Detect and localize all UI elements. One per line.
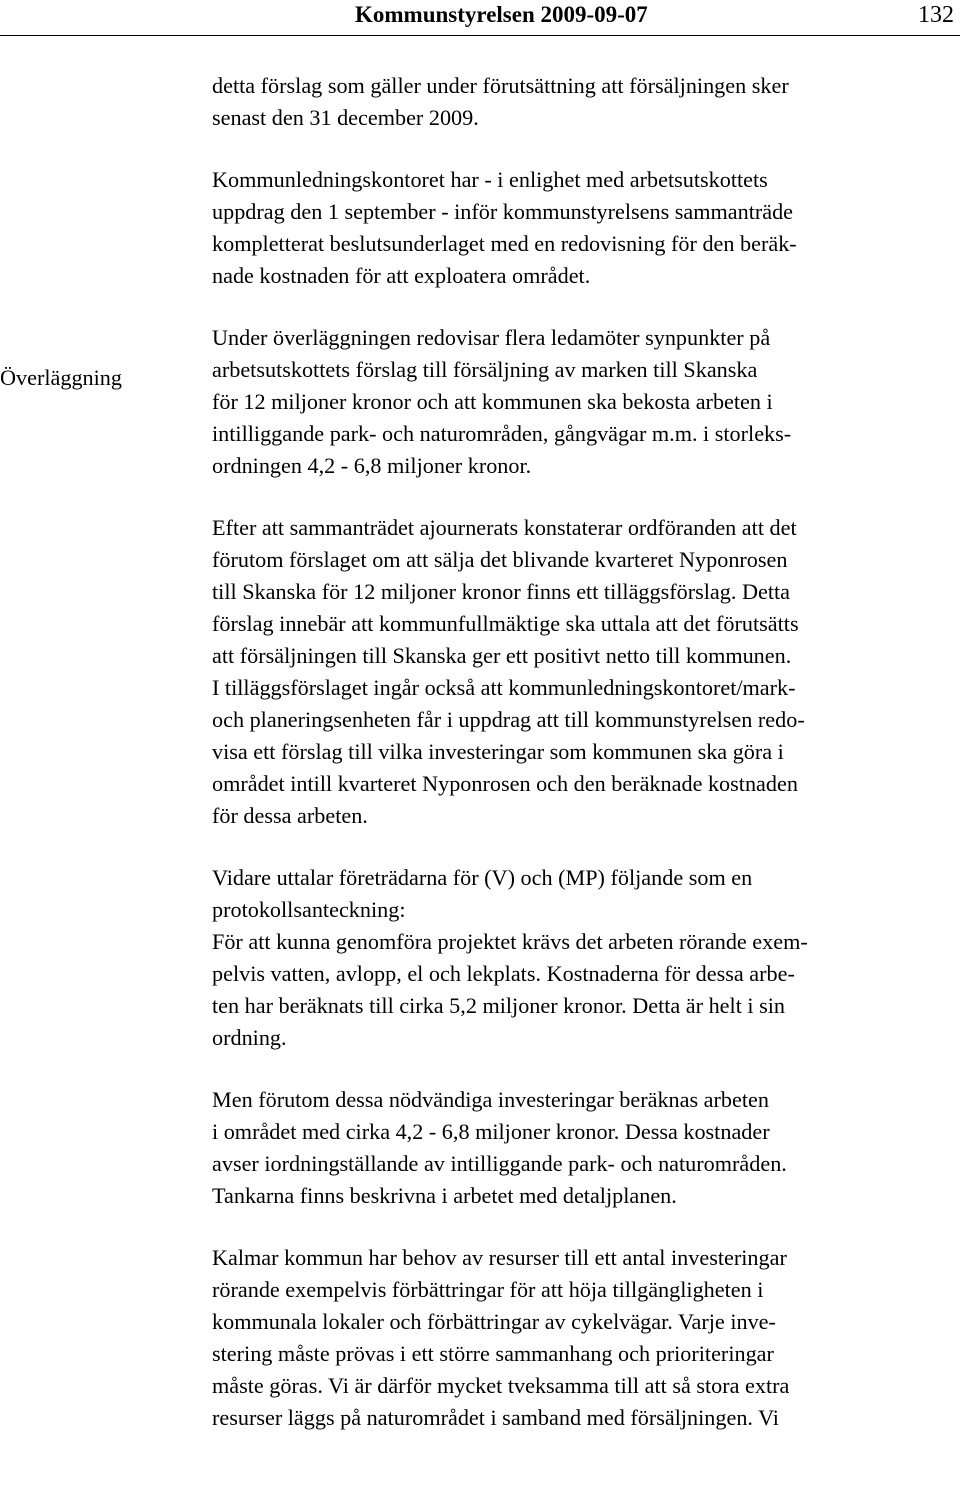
paragraph-kalmar-kommun	[212, 1242, 952, 1434]
text-line: visa ett förslag till vilka investeringar som kommunen ska göra i	[212, 739, 784, 764]
text-line: kompletterat beslutsunderlaget med en redovisning för den beräk-	[212, 231, 797, 256]
text-line: protokollsanteckning:	[212, 897, 406, 922]
paragraph-sale-condition	[212, 70, 952, 134]
text-line: Men förutom dessa nödvändiga investeringar beräknas arbeten	[212, 1087, 769, 1112]
text-line: och planeringsenheten får i uppdrag att till kommunstyrelsen redo-	[212, 707, 805, 732]
text-line: till Skanska för 12 miljoner kronor finns ett tilläggsförslag. Detta	[212, 579, 791, 604]
header-title: Kommunstyrelsen 2009-09-07	[355, 2, 648, 27]
text-line: området intill kvarteret Nyponrosen och den beräknade kostnaden	[212, 771, 798, 796]
text-line: detta förslag som gäller under förutsättning att försäljningen sker	[212, 73, 789, 98]
text-line: att försäljningen till Skanska ger ett positivt netto till kommunen.	[212, 643, 792, 668]
text-line: pelvis vatten, avlopp, el och lekplats. Kostnaderna för dessa arbe-	[212, 961, 795, 986]
text-line: förslag innebär att kommunfullmäktige ska uttala att det förutsätts	[212, 611, 799, 636]
paragraph-kommunledningskontoret	[212, 164, 952, 292]
paragraph-protokollsanteckning	[212, 862, 952, 1054]
text-line: i området med cirka 4,2 - 6,8 miljoner kronor. Dessa kostnader	[212, 1119, 770, 1144]
paragraph-investeringar	[212, 1084, 952, 1212]
text-line: uppdrag den 1 september - inför kommunstyrelsens sammanträde	[212, 199, 794, 224]
text-line: senast den 31 december 2009.	[212, 105, 479, 130]
text-line: I tilläggsförslaget ingår också att kommunledningskontoret/mark-	[212, 675, 796, 700]
text-line: Kalmar kommun har behov av resurser till ett antal investeringar	[212, 1245, 787, 1270]
text-line: ten har beräknats till cirka 5,2 miljoner kronor. Detta är helt i sin	[212, 993, 786, 1018]
text-line: ordningen 4,2 - 6,8 miljoner kronor.	[212, 453, 532, 478]
text-line: arbetsutskottets förslag till försäljning av marken till Skanska	[212, 357, 758, 382]
text-line: resurser läggs på naturområdet i samband med försäljningen. Vi	[212, 1405, 779, 1430]
paragraph-overlaggning	[212, 322, 952, 482]
text-line: Under överläggningen redovisar flera ledamöter synpunkter på	[212, 325, 771, 350]
text-line: förutom förslaget om att sälja det blivande kvarteret Nyponrosen	[212, 547, 788, 572]
body-text	[212, 70, 952, 1434]
text-line: stering måste prövas i ett större sammanhang och prioriteringar	[212, 1341, 774, 1366]
text-line: avser iordningställande av intilliggande park- och naturområden.	[212, 1151, 787, 1176]
text-line: intilliggande park- och naturområden, gångvägar m.m. i storleks-	[212, 421, 792, 446]
text-line: för 12 miljoner kronor och att kommunen ska bekosta arbeten i	[212, 389, 773, 414]
text-line: kommunala lokaler och förbättringar av cykelvägar. Varje inve-	[212, 1309, 776, 1334]
text-line: För att kunna genomföra projektet krävs det arbeten rörande exem-	[212, 929, 808, 954]
text-line: Efter att sammanträdet ajournerats konstaterar ordföranden att det	[212, 515, 797, 540]
text-line: ordning.	[212, 1025, 287, 1050]
text-line: rörande exempelvis förbättringar för att höja tillgängligheten i	[212, 1277, 764, 1302]
paragraph-tillaggsforslag	[212, 512, 952, 832]
header-divider	[0, 35, 960, 36]
text-line: Kommunledningskontoret har - i enlighet med arbetsutskottets	[212, 167, 768, 192]
text-line: för dessa arbeten.	[212, 803, 368, 828]
text-line: Tankarna finns beskrivna i arbetet med detaljplanen.	[212, 1183, 677, 1208]
text-line: nade kostnaden för att exploatera området.	[212, 263, 591, 288]
section-label-overlaggning: Överläggning	[0, 365, 122, 390]
text-line: Vidare uttalar företrädarna för (V) och (MP) följande som en	[212, 865, 753, 890]
page-number: 132	[918, 2, 954, 28]
text-line: måste göras. Vi är därför mycket tveksamma till att så stora extra	[212, 1373, 790, 1398]
